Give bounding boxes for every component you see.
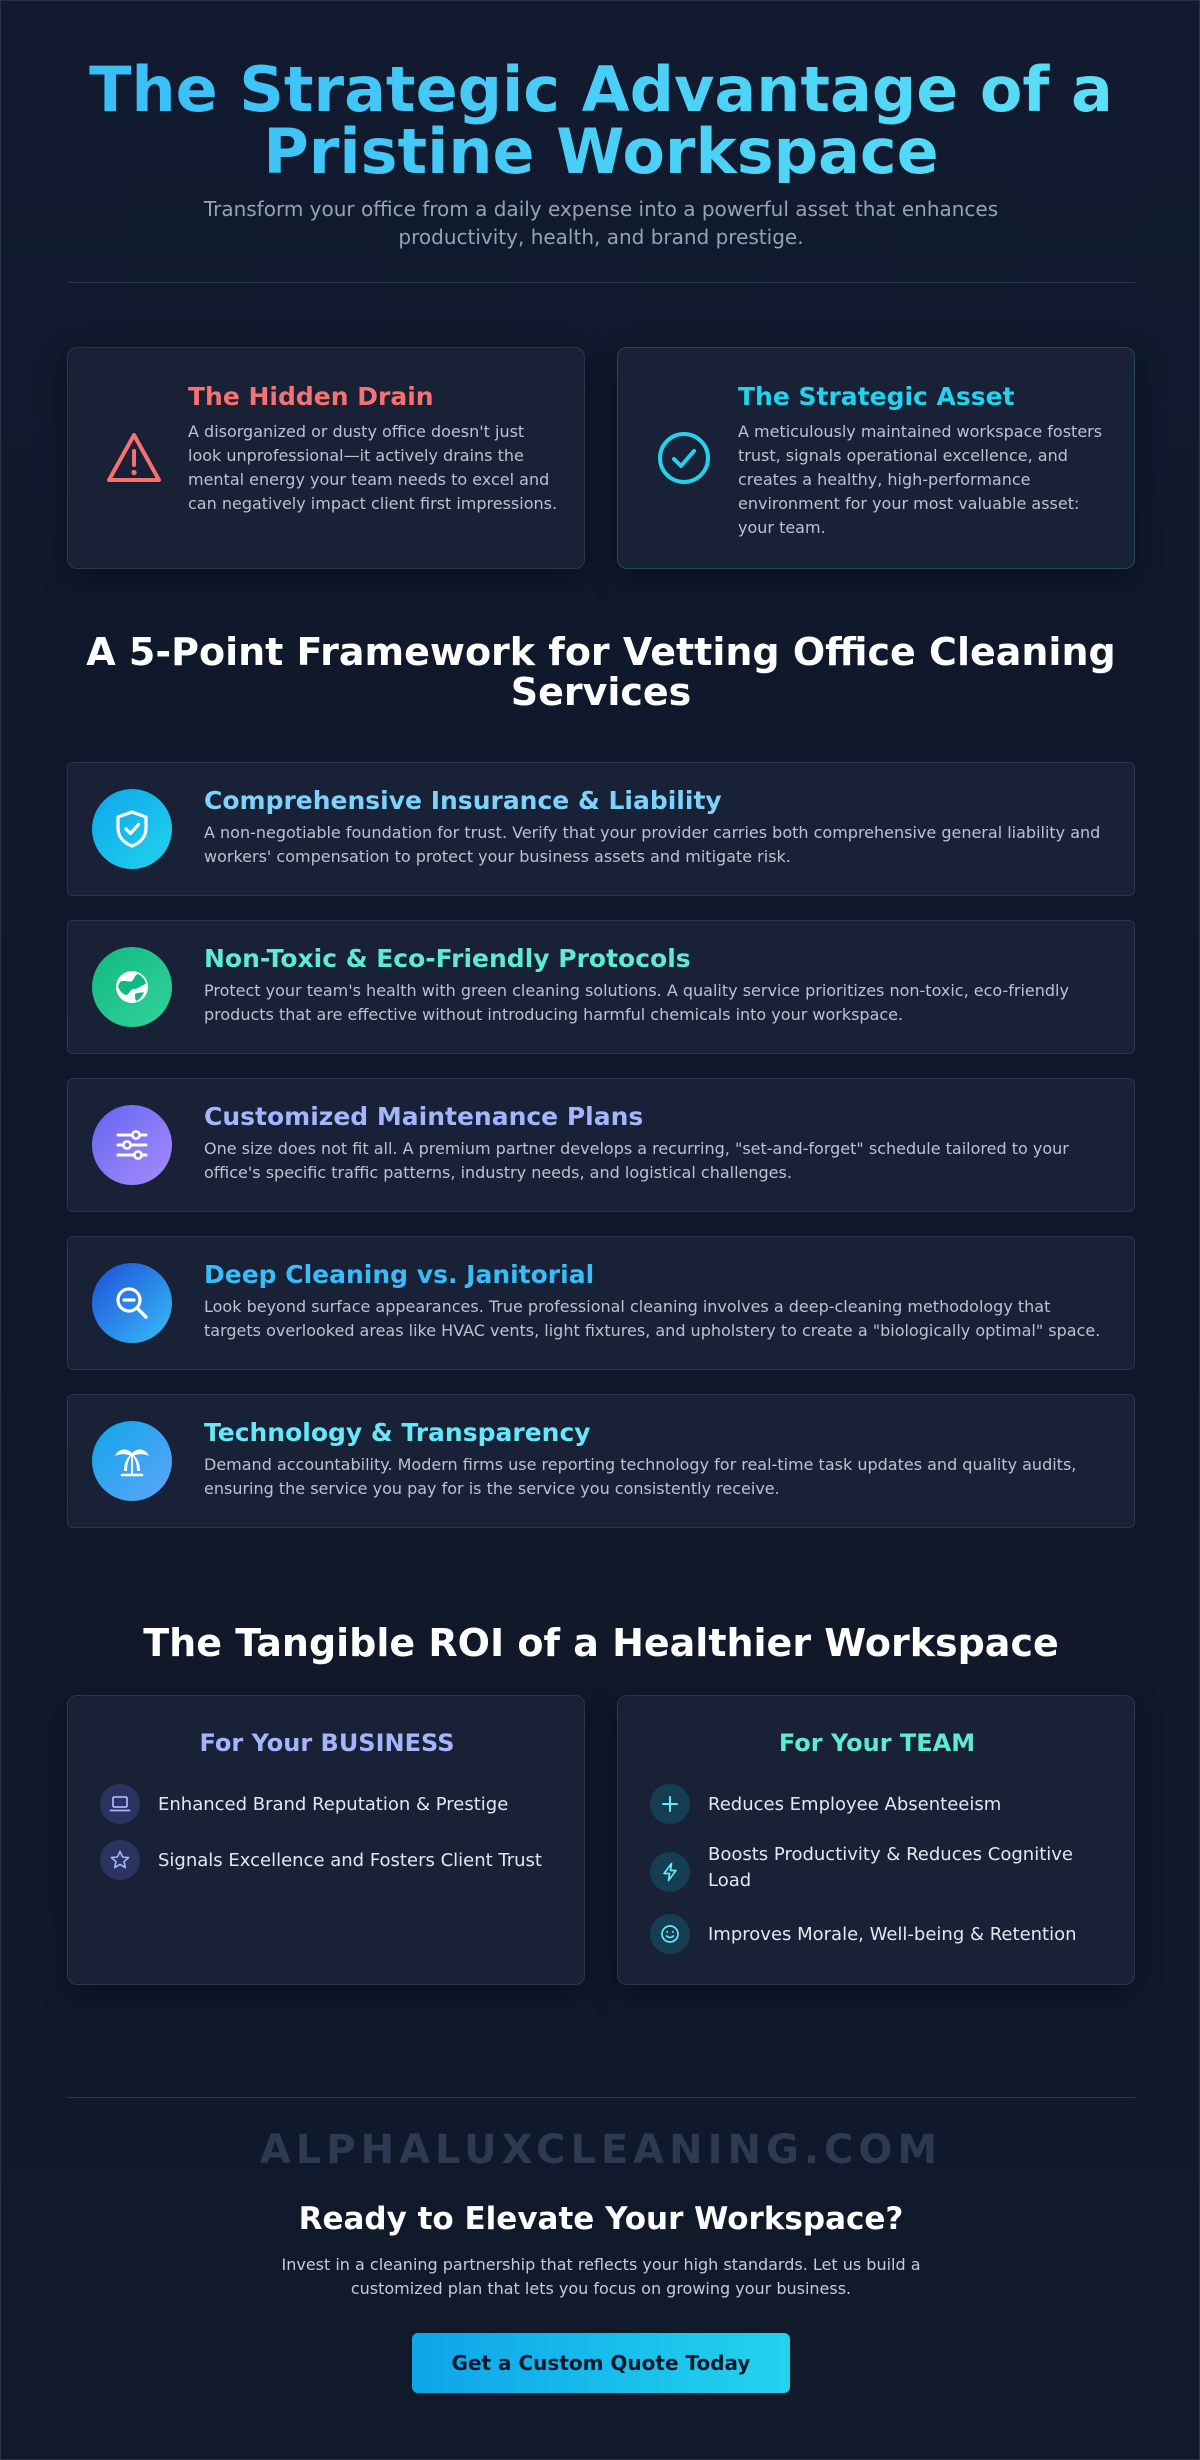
- roi-item-text: Boosts Productivity & Reduces Cognitive Load: [708, 1844, 1073, 1891]
- laptop-icon: [100, 1784, 140, 1824]
- cta-text: Invest in a cleaning partnership that reflects your high standards. Let us build a customized plan that lets you focus on growing your business.: [281, 2255, 921, 2298]
- point-title: Comprehensive Insurance & Liability: [204, 786, 722, 815]
- star-icon: [100, 1840, 140, 1880]
- roi-item-text: Improves Morale, Well-being & Retention: [708, 1924, 1077, 1945]
- point-text: Look beyond surface appearances. True professional cleaning involves a deep-cleaning methodology that targets overlooked areas like HVAC vents, light fixtures, and upholstery to create a "biologically optimal" space.: [204, 1297, 1101, 1340]
- strategic-asset-card: [617, 347, 1135, 569]
- framework-point-deep-cleaning: [67, 1236, 1135, 1370]
- point-title: Technology & Transparency: [204, 1418, 591, 1447]
- warning-triangle-icon: [104, 428, 164, 488]
- point-text: A non-negotiable foundation for trust. Verify that your provider carries both comprehensive general liability and workers' compensation to protect your business assets and mitigate risk.: [204, 823, 1101, 866]
- framework-title: A 5-Point Framework for Vetting Office Cleaning Services: [86, 630, 1116, 714]
- globe-icon: [92, 947, 172, 1027]
- shield-check-icon: [92, 789, 172, 869]
- strategic-asset-text: A meticulously maintained workspace fosters trust, signals operational excellence, and creates a healthy, high-performance environment for your most valuable asset: your team.: [738, 422, 1103, 537]
- roi-team-card: [617, 1695, 1135, 1985]
- point-text: Protect your team's health with green cleaning solutions. A quality service prioritizes non-toxic, eco-friendly products that are effective without introducing harmful chemicals into your workspace.: [204, 981, 1069, 1024]
- brand-watermark: ALPHALUXCLEANING.COM: [259, 2127, 943, 2173]
- roi-item-text: Signals Excellence and Fosters Client Trust: [158, 1850, 542, 1871]
- palm-tree-icon: [92, 1421, 172, 1501]
- divider: [67, 282, 1135, 283]
- framework-point-eco: [67, 920, 1135, 1054]
- smile-icon: [650, 1914, 690, 1954]
- framework-point-custom-plans: [67, 1078, 1135, 1212]
- check-circle-icon: [654, 428, 714, 488]
- roi-item-text: Reduces Employee Absenteeism: [708, 1794, 1002, 1815]
- roi-item-text: Enhanced Brand Reputation & Prestige: [158, 1794, 509, 1815]
- roi-business-title: For Your BUSINESS: [199, 1729, 455, 1757]
- framework-point-technology: [67, 1394, 1135, 1528]
- lightning-icon: [650, 1852, 690, 1892]
- point-text: Demand accountability. Modern firms use reporting technology for real-time task updates and quality audits, ensuring the service you pay for is the service you consistently receive.: [204, 1455, 1077, 1498]
- point-title: Non-Toxic & Eco-Friendly Protocols: [204, 944, 691, 973]
- point-title: Deep Cleaning vs. Janitorial: [204, 1260, 595, 1289]
- plus-icon: [650, 1784, 690, 1824]
- hidden-drain-text: A disorganized or dusty office doesn't just look unprofessional—it actively drains the mental energy your team needs to excel and can negatively impact client first impressions.: [188, 422, 558, 513]
- page-subtitle: Transform your office from a daily expense into a powerful asset that enhances productivity, health, and brand prestige.: [203, 197, 999, 249]
- hidden-drain-card: [67, 347, 585, 569]
- framework-point-insurance: [67, 762, 1135, 896]
- divider: [67, 2097, 1135, 2098]
- point-title: Customized Maintenance Plans: [204, 1102, 644, 1131]
- sliders-icon: [92, 1105, 172, 1185]
- roi-title: The Tangible ROI of a Healthier Workspace: [143, 1621, 1059, 1665]
- hidden-drain-title: The Hidden Drain: [188, 382, 434, 411]
- page-title: The Strategic Advantage of a Pristine Workspace: [67, 59, 1135, 183]
- roi-team-title: For Your TEAM: [778, 1729, 976, 1757]
- point-text: One size does not fit all. A premium partner develops a recurring, "set-and-forget" schedule tailored to your office's specific traffic patterns, industry needs, and logistical challenges.: [204, 1139, 1069, 1182]
- strategic-asset-title: The Strategic Asset: [738, 382, 1015, 411]
- zoom-out-icon: [92, 1263, 172, 1343]
- get-quote-button[interactable]: Get a Custom Quote Today: [412, 2333, 790, 2393]
- roi-business-card: [67, 1695, 585, 1985]
- cta-title: Ready to Elevate Your Workspace?: [298, 2201, 904, 2237]
